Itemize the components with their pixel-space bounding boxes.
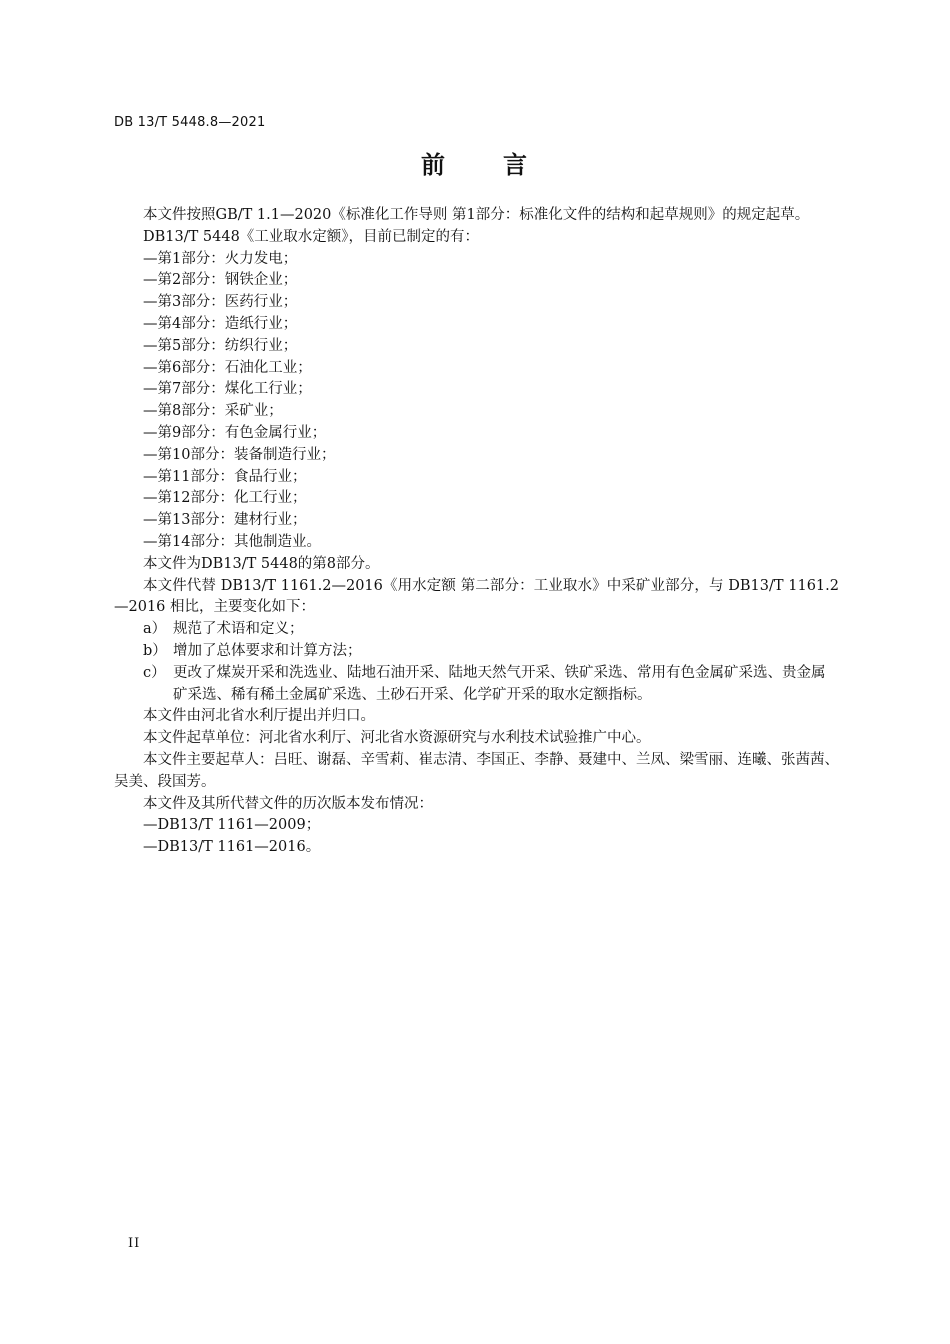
list-marker: b） xyxy=(143,642,167,659)
paragraph-series-intro: DB13/T 5448《工业取水定额》，目前已制定的有： xyxy=(143,228,480,245)
changes-list xyxy=(114,619,839,706)
paragraph-part-statement: 本文件为DB13/T 5448的第8部分。 xyxy=(143,555,380,572)
list-item xyxy=(114,663,839,707)
paragraph-proposer: 本文件由河北省水利厅提出并归口。 xyxy=(143,708,375,725)
list-item: —第5部分：纺织行业； xyxy=(143,337,298,354)
list-marker: c） xyxy=(143,664,166,681)
paragraph-drafting-rules: 本文件按照GB/T 1.1—2020《标准化工作导则 第1部分：标准化文件的结构和起草规则》的规定起草。 xyxy=(143,207,810,223)
list-item: —第13部分：建材行业； xyxy=(143,512,307,529)
list-item: —第3部分：医药行业； xyxy=(143,294,298,311)
paragraph-replacement: 本文件代替 DB13/T 1161.2—2016《用水定额 第二部分：工业取水》中采矿业部分，与 DB13/T 1161.2—2016 相比，主要变化如下： xyxy=(114,577,839,616)
versions-list xyxy=(114,815,839,859)
paragraph-drafters: 本文件主要起草人：吕旺、谢磊、辛雪莉、崔志清、李国正、李静、聂建中、兰凤、梁雪丽、连曦、张茜茜、吴美、段国芳。 xyxy=(114,751,839,790)
list-item-text: 增加了总体要求和计算方法； xyxy=(173,642,362,659)
list-item: —第8部分：采矿业； xyxy=(143,403,283,420)
list-item xyxy=(114,641,839,663)
list-item: —第12部分：化工行业； xyxy=(143,490,307,507)
list-item: —DB13/T 1161—2016。 xyxy=(143,839,321,856)
list-item: —第6部分：石油化工业； xyxy=(143,359,312,376)
list-item: —第10部分：装备制造行业； xyxy=(143,446,336,463)
list-item: —DB13/T 1161—2009； xyxy=(143,817,321,834)
list-item: —第11部分：食品行业； xyxy=(143,468,307,485)
page-title xyxy=(0,145,950,180)
paragraph-version-history: 本文件及其所代替文件的历次版本发布情况： xyxy=(143,795,433,812)
title-char-1: 前 xyxy=(421,151,447,179)
list-item: —第2部分：钢铁企业； xyxy=(143,272,298,289)
list-item: —第4部分：造纸行业； xyxy=(143,315,298,332)
list-item: —第9部分：有色金属行业； xyxy=(143,424,327,441)
list-marker: a） xyxy=(143,621,167,638)
foreword-body xyxy=(114,205,839,859)
paragraph-drafting-units: 本文件起草单位：河北省水利厅、河北省水资源研究与水利技术试验推广中心。 xyxy=(143,730,651,747)
page-number: II xyxy=(128,1236,141,1251)
list-item-text: 更改了煤炭开采和洗选业、陆地石油开采、陆地天然气开采、铁矿采选、常用有色金属矿采选、贵金属矿采选、稀有稀土金属矿采选、土砂石开采、化学矿开采的取水定额指标。 xyxy=(173,664,826,703)
list-item: —第1部分：火力发电； xyxy=(143,250,298,267)
standard-code: DB 13/T 5448.8—2021 xyxy=(114,115,266,130)
list-item: —第14部分：其他制造业。 xyxy=(143,533,321,550)
list-item: —第7部分：煤化工行业； xyxy=(143,381,312,398)
parts-list xyxy=(114,249,839,554)
title-char-2: 言 xyxy=(503,151,529,179)
list-item xyxy=(114,619,839,641)
list-item-text: 规范了术语和定义； xyxy=(173,621,304,638)
